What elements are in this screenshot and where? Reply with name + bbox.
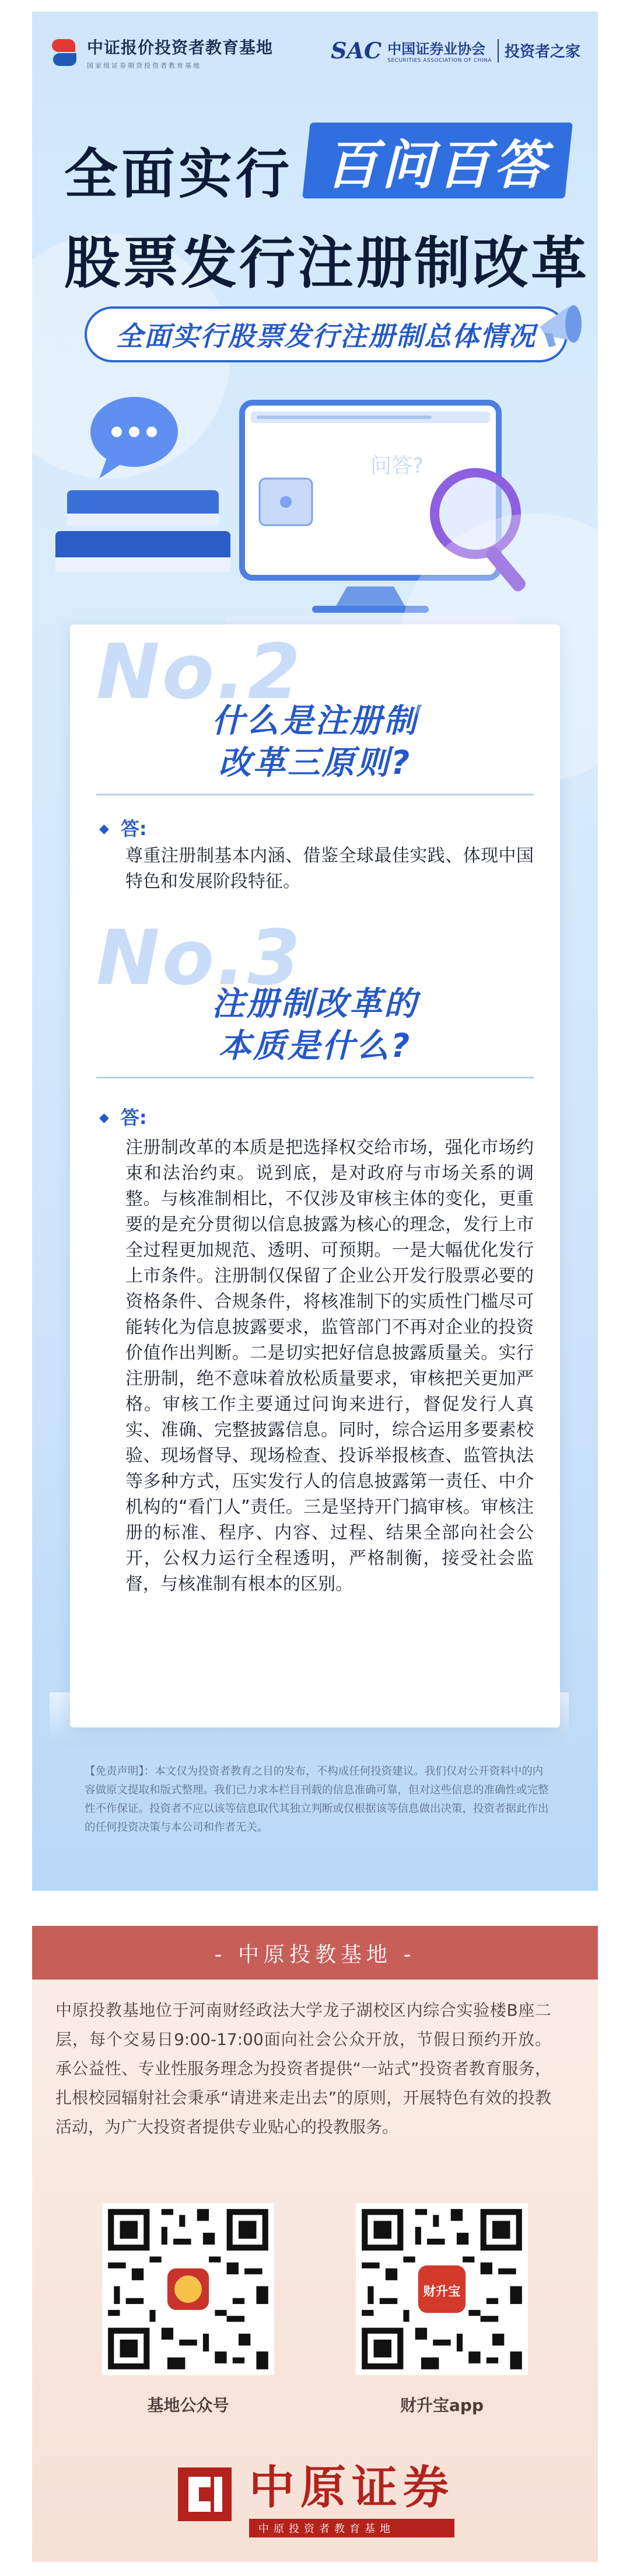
- question-3-title-line2: 本质是什么?: [218, 1027, 412, 1065]
- zhongyuan-logo-icon: [176, 2465, 234, 2523]
- base-section: [32, 1926, 598, 2562]
- question-3-title: [70, 983, 560, 1067]
- question-2-title: [70, 700, 560, 784]
- qr-code-right[interactable]: [356, 2203, 528, 2375]
- brand-footer: [32, 2451, 598, 2537]
- base-header: [32, 1926, 598, 1980]
- logo-divider: [498, 39, 499, 62]
- question-2-number: No.2: [96, 627, 303, 716]
- brand-name: 中原证券: [249, 2461, 454, 2514]
- qr-code-left[interactable]: [102, 2203, 274, 2375]
- screen-label: 问答?: [370, 454, 424, 478]
- qr-right-center-text: 财升宝: [423, 2284, 461, 2299]
- org-logo-right: [331, 37, 580, 64]
- question-2-divider: [96, 794, 534, 795]
- title-badge: [302, 123, 573, 198]
- title-badge-text: 百问百答: [326, 135, 550, 196]
- zzbj-logo-icon: [48, 37, 80, 68]
- qa-illustration: [32, 385, 598, 636]
- question-3-divider: [96, 1077, 534, 1078]
- title-line1: 全面实行: [64, 143, 293, 205]
- chat-bubble-icon: [90, 397, 178, 479]
- question-3-answer-label: ◆ 答:: [99, 1103, 147, 1130]
- title-line2: 股票发行注册制改革: [64, 231, 589, 296]
- sac-en-name: SECURITIES ASSOCIATION OF CHINA: [387, 58, 492, 64]
- sac-cn-name: 中国证券业协会: [387, 41, 486, 57]
- disclaimer: 【免责声明】：本文仅为投资者教育之目的发布，不构成任何投资建议。我们仅对公开资料中的内容做原文提取和版式整理。我们已力求本栏目刊载的信息准确可靠，但对这些信息的准确性或完整性不作保证。投资者不应以该等信息取代其独立判断或仅根据该等信息做出决策，投资者据此作出的任何投资决策与本公司和作者无关。: [85, 1765, 549, 1834]
- question-3-number: No.3: [96, 913, 303, 1002]
- question-2-title-line2: 改革三原则?: [218, 744, 412, 782]
- qr-right-label: 财升宝app: [400, 2396, 484, 2415]
- qr-left-label: 基地公众号: [147, 2396, 229, 2415]
- subtitle-pill: [85, 306, 568, 362]
- org-logo-left: [48, 35, 273, 70]
- question-2-title-line1: 什么是注册制: [212, 702, 418, 740]
- base-header-text: - 中原投教基地 -: [214, 1942, 416, 1967]
- investor-home-label: 投资者之家: [504, 43, 580, 61]
- question-3-title-line1: 注册制改革的: [212, 985, 418, 1023]
- brand-sub: 中原投资者教育基地: [249, 2519, 454, 2537]
- subtitle-text: 全面实行股票发行注册制总体情况: [116, 320, 536, 352]
- org-left-name: 中证报价投资者教育基地: [87, 38, 274, 57]
- question-2-answer: 尊重注册制基本内涵、借鉴全球最佳实践、体现中国特色和发展阶段特征。: [125, 846, 534, 892]
- org-left-sub: 国家级证券期货投资者教育基地: [87, 62, 201, 69]
- qa-card: [70, 624, 560, 1727]
- poster: [32, 12, 598, 1891]
- megaphone-icon: [528, 292, 592, 356]
- question-2-answer-label: ◆ 答:: [99, 814, 147, 841]
- magnifier-icon: [435, 473, 528, 594]
- base-description: 中原投教基地位于河南财经政法大学龙子湖校区内综合实验楼B座二层，每个交易日9:00-17:00面向社会公众开放，节假日预约开放。承公益性、专业性服务理念为投资者提供“一站式”投资者教育服务，扎根校园辐射社会秉承“请进来走出去”的原则，开展特色有效的投教活动，为广大投资者提供专业贴心的投教服务。: [55, 2001, 551, 2137]
- book-stack-icon: [55, 490, 230, 572]
- question-3-answer: 注册制改革的本质是把选择权交给市场，强化市场约束和法治约束。说到底，是对政府与市场关系的调整。与核准制相比，不仅涉及审核主体的变化，更重要的是充分贯彻以信息披露为核心的理念，发行上市全过程更加规范、透明、可预期。一是大幅优化发行上市条件。注册制仅保留了企业公开发行股票必要的资格条件、合规条件，将核准制下的实质性门槛尽可能转化为信息披露要求，监管部门不再对企业的投资价值作出判断。二是切实把好信息披露质量关。实行注册制，绝不意味着放松质量要求，审核把关更加严格。审核工作主要通过问询来进行，督促发行人真实、准确、完整披露信息。同时，综合运用多要素校验、现场督导、现场检查、投诉举报核查、监管执法等多种方式，压实发行人的信息披露第一责任、中介机构的“看门人”责任。三是坚持开门搞审核。审核注册的标准、程序、内容、过程、结果全部向社会公开，公权力运行全程透明，严格制衡，接受社会监督，与核准制有根本的区别。: [125, 1137, 534, 1594]
- sac-logo: SAC: [331, 37, 382, 64]
